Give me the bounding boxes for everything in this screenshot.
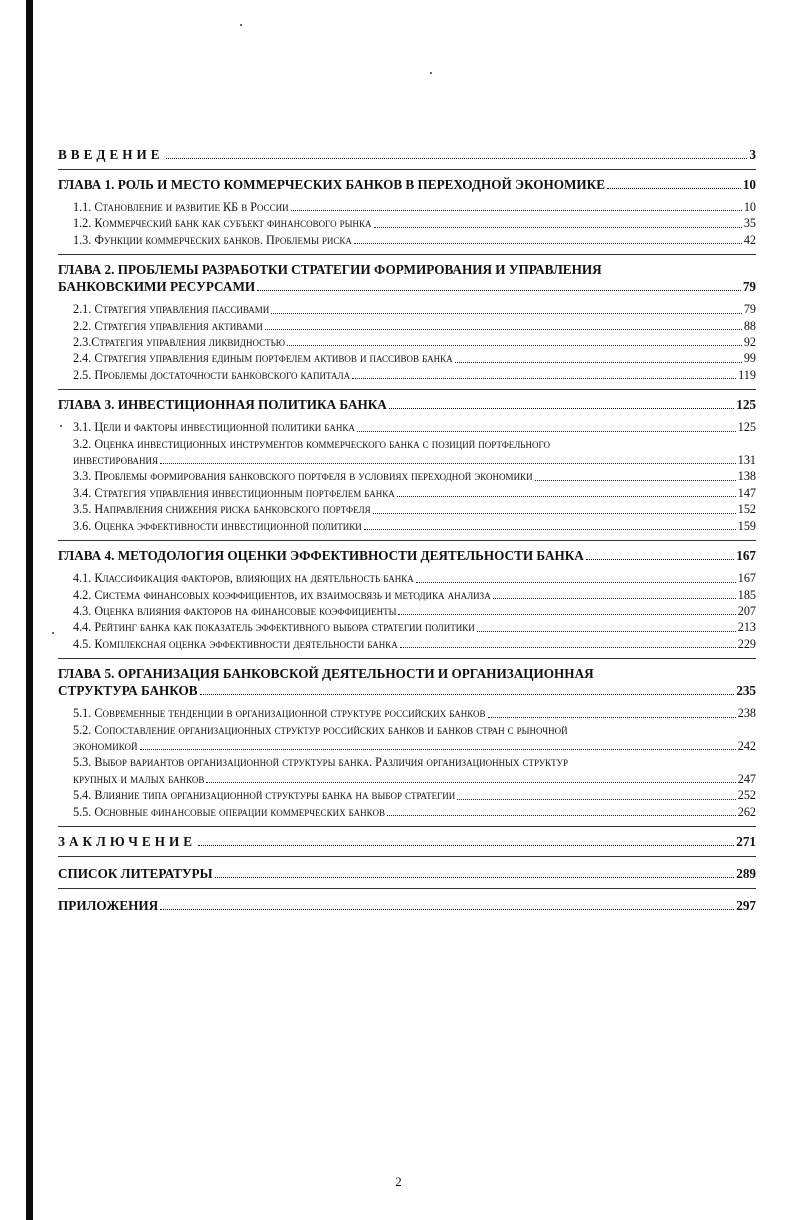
toc-references-page: 289 xyxy=(736,865,756,881)
toc-section-label: 5.5. Основные финансовые операции коммерческих банков xyxy=(73,804,385,819)
dot-leader xyxy=(140,749,736,750)
toc-section-label: 2.2. Стратегия управления активами xyxy=(73,318,263,333)
dot-leader xyxy=(160,463,736,464)
toc-chapter-title: ГЛАВА 4. МЕТОДОЛОГИЯ ОЦЕНКИ ЭФФЕКТИВНОСТИ ДЕЯТЕЛЬНОСТИ БАНКА xyxy=(58,548,584,564)
toc-section[interactable] xyxy=(58,570,756,586)
dot-leader xyxy=(488,717,736,718)
toc-section-page: 92 xyxy=(743,335,756,350)
toc-section-label: 3.1. Цели и факторы инвестиционной политики банка xyxy=(73,420,355,435)
dot-leader xyxy=(357,431,736,432)
dot-leader xyxy=(265,329,742,330)
toc-intro[interactable] xyxy=(58,146,756,163)
dot-leader xyxy=(373,513,736,514)
toc-chapter-page: 10 xyxy=(742,177,756,192)
toc-chapter-page: 167 xyxy=(736,548,756,564)
toc-section-label: 4.3. Оценка влияния факторов на финансовые коэффициенты xyxy=(73,603,397,618)
toc-chapter-page: 79 xyxy=(742,279,756,295)
toc-conclusion-page: 271 xyxy=(736,833,756,849)
toc-section-label-line2: инвестирования xyxy=(73,453,159,468)
dot-leader xyxy=(607,188,741,189)
toc-intro-label: ВВЕДЕНИЕ xyxy=(58,147,164,162)
dot-leader xyxy=(354,243,742,244)
toc-section-page: 159 xyxy=(737,518,756,533)
dot-leader xyxy=(160,909,734,910)
toc-references-label: СПИСОК ЛИТЕРАТУРЫ xyxy=(58,865,213,881)
toc-chapter-title-line2: БАНКОВСКИМИ РЕСУРСАМИ xyxy=(58,279,256,295)
dot-leader xyxy=(535,480,736,481)
toc-chapter-page: 125 xyxy=(736,397,756,413)
separator-rule xyxy=(58,540,756,541)
toc-section-page: 229 xyxy=(737,636,756,651)
toc-section-page: 238 xyxy=(737,706,756,721)
toc-section-page: 242 xyxy=(737,738,756,753)
toc-appendices[interactable] xyxy=(58,897,756,914)
toc-chapter-title-line2: СТРУКТУРА БАНКОВ xyxy=(58,683,198,699)
separator-rule xyxy=(58,658,756,659)
dot-leader xyxy=(198,845,734,846)
toc-section-label-line1: 3.2. Оценка инвестиционных инструментов коммерческого банка с позиций портфельного xyxy=(73,436,550,451)
toc-appendices-page: 297 xyxy=(736,897,756,913)
toc-chapter-5[interactable] xyxy=(58,665,756,699)
toc-chapter-2-sections xyxy=(58,301,756,383)
dot-leader xyxy=(397,496,736,497)
separator-rule xyxy=(58,856,756,857)
toc-section-page: 213 xyxy=(737,620,756,635)
toc-section[interactable] xyxy=(58,754,756,787)
dot-leader xyxy=(387,815,736,816)
toc-section-label: 3.3. Проблемы формирования банковского портфеля в условиях переходной экономики xyxy=(73,469,533,484)
dot-leader xyxy=(400,647,736,648)
toc-chapter-title-line1: ГЛАВА 5. ОРГАНИЗАЦИЯ БАНКОВСКОЙ ДЕЯТЕЛЬНОСТИ И ОРГАНИЗАЦИОННАЯ xyxy=(58,666,594,682)
toc-section[interactable] xyxy=(58,636,756,652)
toc-section-label: 1.1. Становление и развитие КБ в России xyxy=(73,200,289,214)
toc-section-page: 125 xyxy=(737,420,756,435)
toc-section-label: 3.6. Оценка эффективности инвестиционной политики xyxy=(73,518,362,533)
toc-section-label: 4.1. Классификация факторов, влияющих на деятельность банка xyxy=(73,571,414,586)
toc-section-page: 167 xyxy=(737,571,756,586)
dot-leader xyxy=(166,158,748,159)
toc-appendices-label: ПРИЛОЖЕНИЯ xyxy=(58,897,159,913)
toc-section[interactable] xyxy=(58,419,756,435)
toc-section[interactable] xyxy=(58,787,756,803)
toc-chapter-title: ГЛАВА 1. РОЛЬ И МЕСТО КОММЕРЧЕСКИХ БАНКОВ В ПЕРЕХОДНОЙ ЭКОНОМИКЕ xyxy=(58,177,606,192)
toc-section[interactable] xyxy=(58,485,756,501)
toc-section[interactable] xyxy=(58,199,756,215)
toc-section-label: 2.3.Стратегия управления ликвидностью xyxy=(73,335,286,350)
dot-leader xyxy=(389,408,734,409)
toc-section-label: 1.2. Коммерческий банк как субъект финансового рынка xyxy=(73,216,372,231)
toc-chapter-4[interactable] xyxy=(58,547,756,564)
dot-leader xyxy=(398,614,735,615)
toc-section-page: 131 xyxy=(737,453,756,468)
toc-section-page: 42 xyxy=(743,232,756,247)
dot-leader xyxy=(586,559,734,560)
toc-section-page: 252 xyxy=(737,788,756,803)
toc-section-page: 247 xyxy=(737,771,756,786)
dot-leader xyxy=(416,582,736,583)
toc-section-label: 2.1. Стратегия управления пассивами xyxy=(73,302,270,317)
toc-section[interactable] xyxy=(58,215,756,231)
toc-section[interactable] xyxy=(58,804,756,820)
toc-chapter-1-sections xyxy=(58,199,756,248)
toc-chapter-4-sections xyxy=(58,570,756,652)
toc-section[interactable] xyxy=(58,367,756,383)
toc-section-page: 185 xyxy=(737,587,756,602)
toc-section[interactable] xyxy=(58,722,756,755)
toc-chapter-page: 235 xyxy=(736,683,756,699)
toc-conclusion[interactable] xyxy=(58,833,756,850)
toc-section-label-line2: крупных и малых банков xyxy=(73,771,205,786)
toc-references[interactable] xyxy=(58,865,756,882)
toc-section-label-line2: экономикой xyxy=(73,738,138,753)
toc-section-label: 2.4. Стратегия управления единым портфелем активов и пассивов банка xyxy=(73,351,453,366)
toc-section-label-line1: 5.2. Сопоставление организационных структур российских банков и банков стран с рыночной xyxy=(73,722,568,737)
toc-section[interactable] xyxy=(58,501,756,517)
toc-section[interactable] xyxy=(58,232,756,248)
toc-chapter-2[interactable] xyxy=(58,261,756,295)
toc-chapter-5-sections xyxy=(58,705,756,820)
table-of-contents xyxy=(58,146,756,914)
toc-section[interactable] xyxy=(58,350,756,366)
dot-leader xyxy=(271,313,742,314)
toc-chapter-3-sections xyxy=(58,419,756,534)
toc-intro-page: 3 xyxy=(749,147,756,162)
toc-section[interactable] xyxy=(58,603,756,619)
toc-section-page: 35 xyxy=(743,216,756,231)
toc-section-label-line1: 5.3. Выбор вариантов организационной структуры банка. Различия организационных структур xyxy=(73,755,569,770)
dot-leader xyxy=(352,378,736,379)
dot-leader xyxy=(457,799,735,800)
toc-section[interactable] xyxy=(58,705,756,721)
dot-leader xyxy=(291,210,742,211)
toc-section-label: 4.4. Рейтинг банка как показатель эффективного выбора стратегии политики xyxy=(73,620,475,635)
dot-leader xyxy=(200,694,735,695)
toc-section[interactable] xyxy=(58,301,756,317)
separator-rule xyxy=(58,826,756,827)
scan-speck xyxy=(430,72,432,74)
scan-speck xyxy=(240,24,242,26)
page-number: 2 xyxy=(395,1174,402,1189)
scan-edge-shadow xyxy=(26,0,33,1220)
toc-section-label: 5.1. Современные тенденции в организационной структуре российских банков xyxy=(73,706,486,721)
toc-section-label: 3.5. Направления снижения риска банковского портфеля xyxy=(73,502,371,517)
toc-section-page: 99 xyxy=(743,351,756,366)
dot-leader xyxy=(257,290,741,291)
toc-section-label: 4.5. Комплексная оценка эффективности деятельности банка xyxy=(73,636,398,651)
toc-section[interactable] xyxy=(58,468,756,484)
toc-section-page: 88 xyxy=(743,318,756,333)
dot-leader xyxy=(206,782,735,783)
toc-section[interactable] xyxy=(58,518,756,534)
separator-rule xyxy=(58,169,756,170)
dot-leader xyxy=(477,631,736,632)
toc-section-label: 2.5. Проблемы достаточности банковского капитала xyxy=(73,367,351,382)
toc-section[interactable] xyxy=(58,318,756,334)
toc-section-label: 3.4. Стратегия управления инвестиционным портфелем банка xyxy=(73,485,395,500)
toc-section-label: 5.4. Влияние типа организационной структуры банка на выбор стратегии xyxy=(73,788,456,803)
toc-section[interactable] xyxy=(58,587,756,603)
toc-section-page: 207 xyxy=(737,603,756,618)
toc-section[interactable] xyxy=(58,619,756,635)
dot-leader xyxy=(215,877,735,878)
toc-section-page: 10 xyxy=(743,200,756,214)
toc-conclusion-label: ЗАКЛЮЧЕНИЕ xyxy=(58,833,197,849)
toc-section[interactable] xyxy=(58,436,756,469)
toc-section-page: 79 xyxy=(743,302,756,317)
toc-section-page: 262 xyxy=(737,804,756,819)
toc-chapter-1[interactable] xyxy=(58,176,756,193)
toc-chapter-title: ГЛАВА 3. ИНВЕСТИЦИОННАЯ ПОЛИТИКА БАНКА xyxy=(58,397,387,413)
dot-leader xyxy=(364,529,736,530)
toc-section-label: 1.3. Функции коммерческих банков. Проблемы риска xyxy=(73,232,352,247)
toc-section-page: 119 xyxy=(738,367,756,382)
toc-section-page: 152 xyxy=(737,502,756,517)
dot-leader xyxy=(455,362,742,363)
separator-rule xyxy=(58,888,756,889)
separator-rule xyxy=(58,389,756,390)
toc-section[interactable] xyxy=(58,334,756,350)
toc-section-page: 138 xyxy=(737,469,756,484)
toc-chapter-title-line1: ГЛАВА 2. ПРОБЛЕМЫ РАЗРАБОТКИ СТРАТЕГИИ ФОРМИРОВАНИЯ И УПРАВЛЕНИЯ xyxy=(58,262,602,278)
dot-leader xyxy=(374,227,742,228)
dot-leader xyxy=(493,598,736,599)
scan-speck xyxy=(52,632,54,634)
toc-chapter-3[interactable] xyxy=(58,396,756,413)
dot-leader xyxy=(287,345,742,346)
toc-section-page: 147 xyxy=(737,485,756,500)
separator-rule xyxy=(58,254,756,255)
toc-section-label: 4.2. Система финансовых коэффициентов, их взаимосвязь и методика анализа xyxy=(73,587,491,602)
